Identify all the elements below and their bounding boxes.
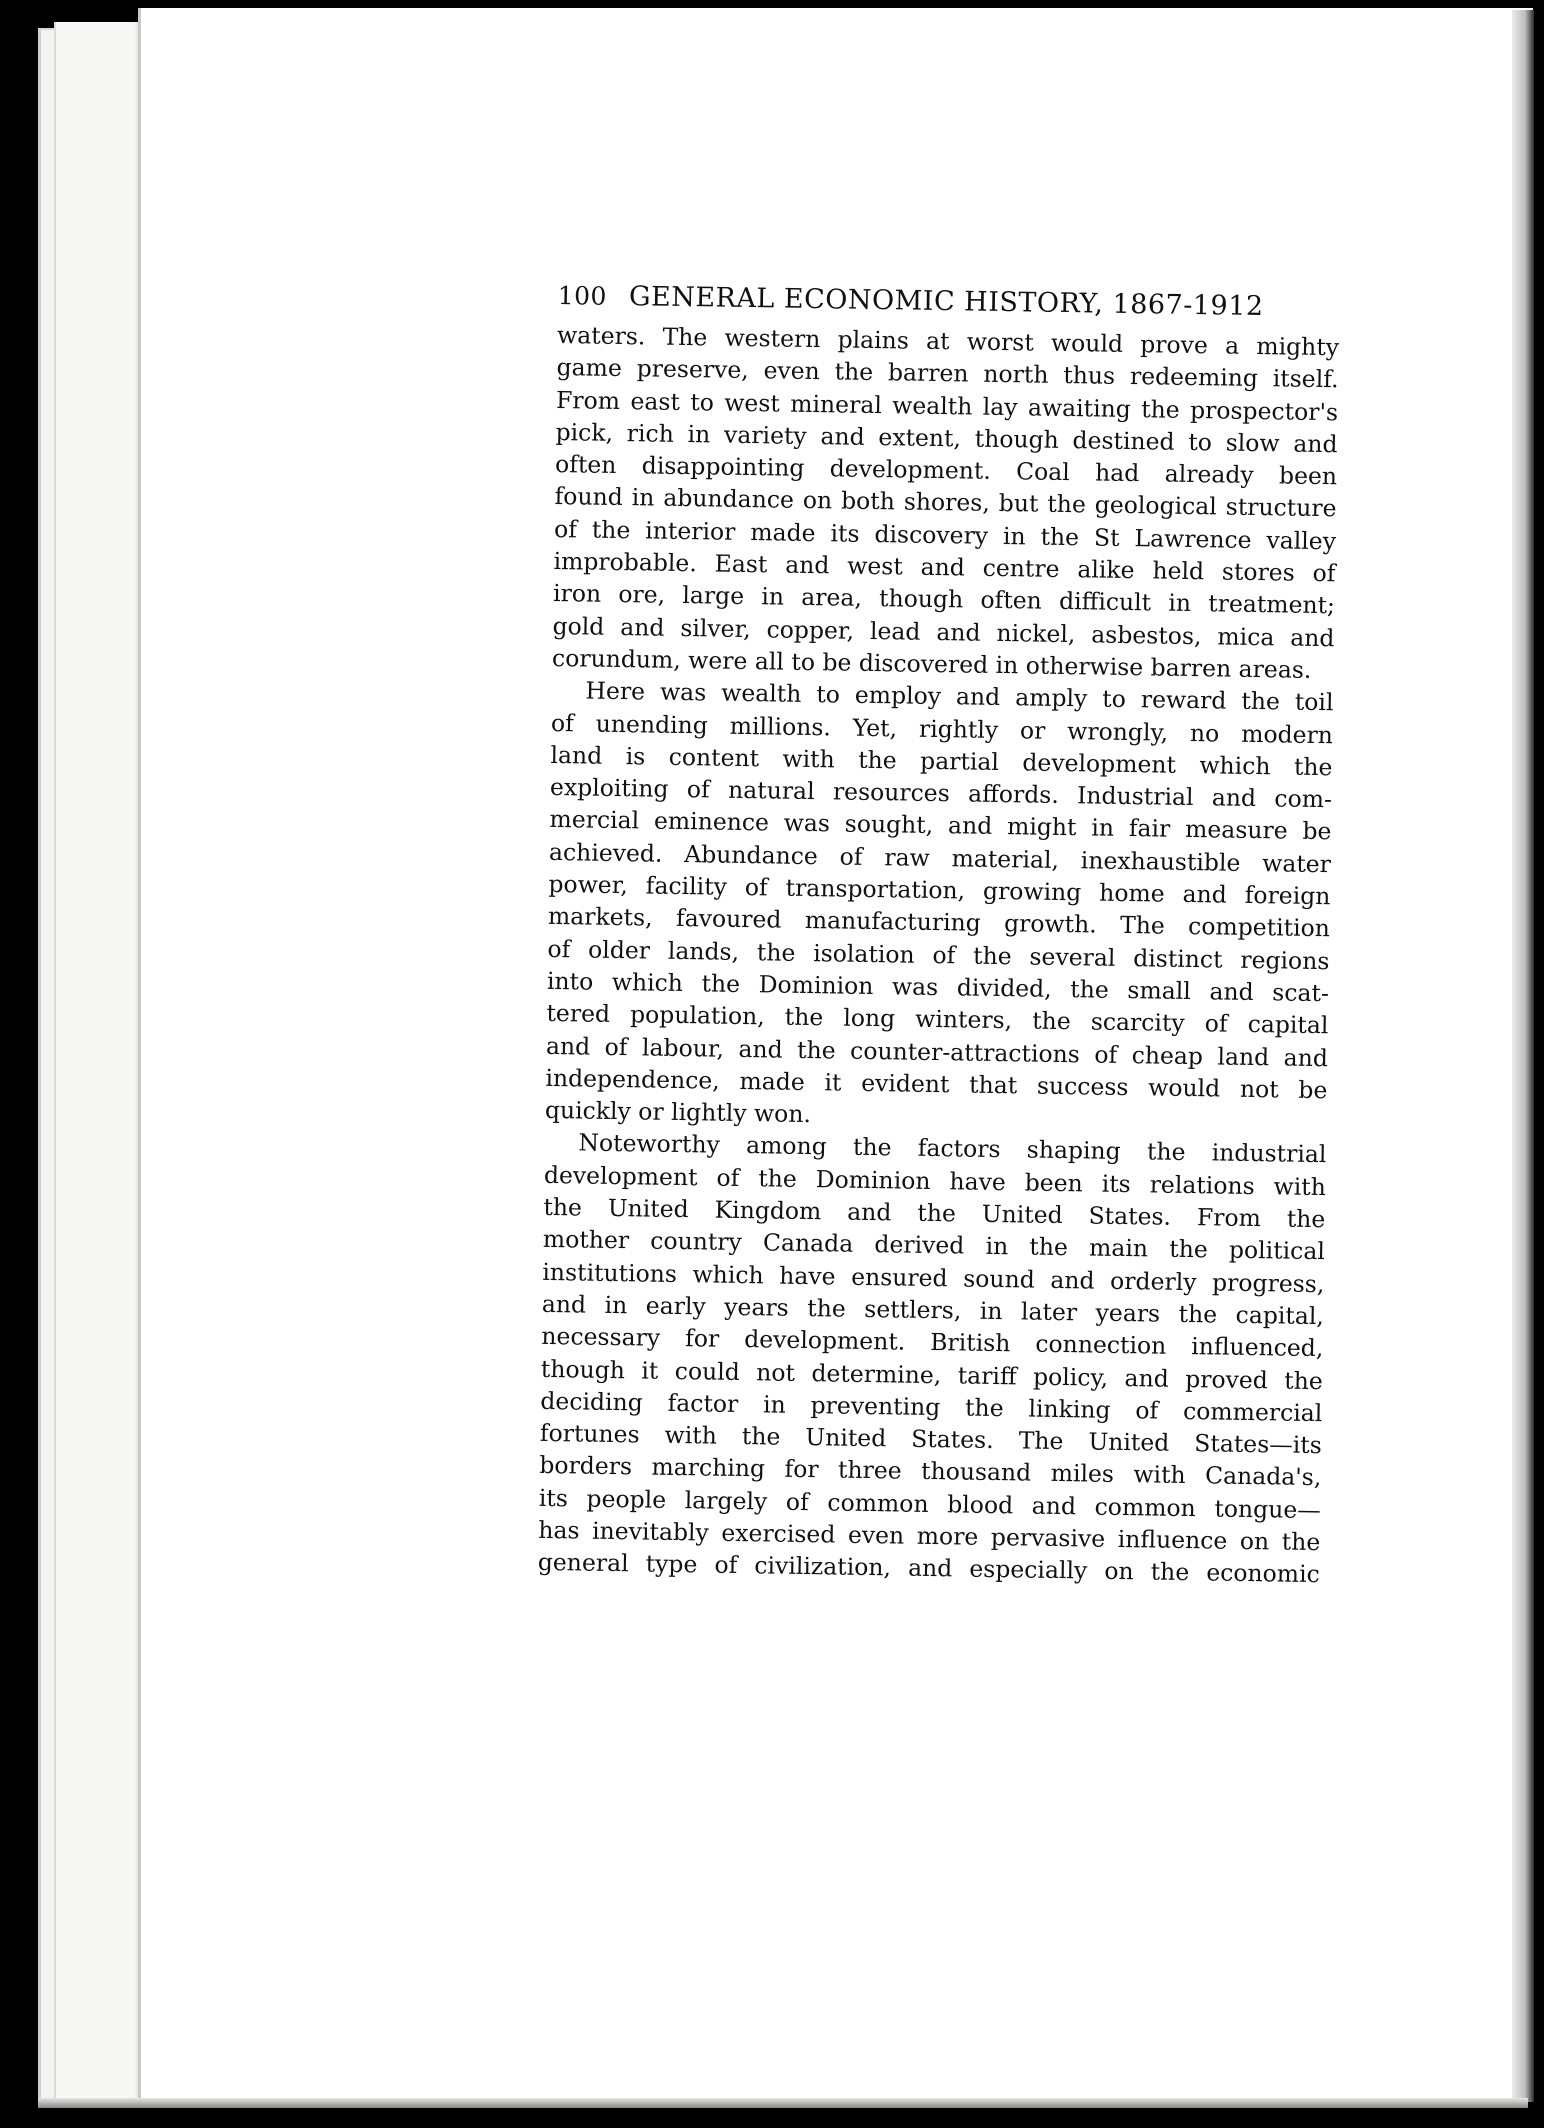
text-line: and in early years the settlers, in later years the capital,: [541, 1289, 1325, 1331]
text-line: land is content with the partial development which the: [550, 740, 1333, 782]
text-line: markets, favoured manufacturing growth. The competition: [547, 902, 1331, 943]
paragraph-3: [538, 1126, 1327, 1590]
text-line: corundum, were all to be discovered in otherwise barren areas.: [551, 643, 1312, 684]
text-line: often disappointing development. Coal had already been: [554, 450, 1338, 491]
text-line: mother country Canada derived in the main the political: [542, 1225, 1326, 1266]
text-line: fortunes with the United States. The United States—its: [539, 1418, 1323, 1460]
paragraph-2: [545, 674, 1334, 1138]
text-line: necessary for development. British connection influenced,: [541, 1322, 1324, 1363]
text-line: found in abundance on both shores, but the geological structure: [554, 482, 1337, 523]
page-bottom-edge: [38, 2098, 1528, 2108]
text-line: of the interior made its discovery in the St Lawrence valley: [553, 514, 1337, 556]
text-line: gold and silver, copper, lead and nickel, asbestos, mica and: [552, 611, 1335, 652]
text-line: power, facility of transportation, growing home and foreign: [548, 869, 1331, 911]
text-line: though it could not determine, tariff policy, and proved the: [540, 1354, 1324, 1395]
page-edge-shadow: [1512, 10, 1534, 2102]
text-line: Noteworthy among the factors shaping the industrial: [578, 1128, 1327, 1169]
text-line: development of the Dominion have been its relations with: [543, 1160, 1327, 1201]
text-line: of unending millions. Yet, rightly or wrongly, no modern: [550, 708, 1334, 749]
paragraph-1: [552, 319, 1339, 687]
text-line: improbable. East and west and centre alike held stores of: [553, 547, 1336, 588]
page-text: [538, 280, 1340, 1591]
text-line: achieved. Abundance of raw material, inexhaustible water: [548, 837, 1332, 878]
text-line: general type of civilization, and especially on the economic: [537, 1548, 1320, 1589]
text-line: independence, made it evident that success would not be: [545, 1063, 1328, 1105]
text-line: into which the Dominion was divided, the small and scat-: [546, 966, 1330, 1008]
text-line: tered population, the long winters, the scarcity of capital: [546, 999, 1329, 1040]
text-line: its people largely of common blood and common tongue—: [538, 1483, 1321, 1524]
text-line: mercial eminence was sought, and might in fair measure be: [549, 805, 1332, 846]
text-line: deciding factor in preventing the linking of commercial: [540, 1386, 1323, 1427]
text-line: game preserve, even the barren north thus redeeming itself.: [556, 353, 1339, 394]
page-number: 100: [557, 280, 608, 311]
text-line: From east to west mineral wealth lay awaiting the prospector's: [555, 385, 1339, 426]
running-title: GENERAL ECONOMIC HISTORY, 1867-1912: [628, 281, 1264, 323]
text-line: Here was wealth to employ and amply to reward the toil: [585, 676, 1334, 717]
text-line: quickly or lightly won.: [544, 1096, 812, 1129]
text-line: waters. The western plains at worst would prove a mighty: [556, 320, 1340, 362]
text-line: borders marching for three thousand miles with Canada's,: [539, 1451, 1322, 1492]
text-line: institutions which have ensured sound and orderly progress,: [542, 1257, 1325, 1298]
text-line: has inevitably exercised even more pervasive influence on the: [538, 1515, 1321, 1557]
text-line: pick, rich in variety and extent, though destined to slow and: [555, 417, 1338, 459]
text-line: iron ore, large in area, though often difficult in treatment;: [552, 579, 1336, 620]
text-line: exploiting of natural resources affords. Industrial and com-: [549, 773, 1333, 814]
text-line: and of labour, and the counter-attractions of cheap land and: [545, 1031, 1329, 1072]
text-line: of older lands, the isolation of the several distinct regions: [547, 934, 1330, 975]
text-line: the United Kingdom and the United States. From the: [543, 1192, 1326, 1234]
